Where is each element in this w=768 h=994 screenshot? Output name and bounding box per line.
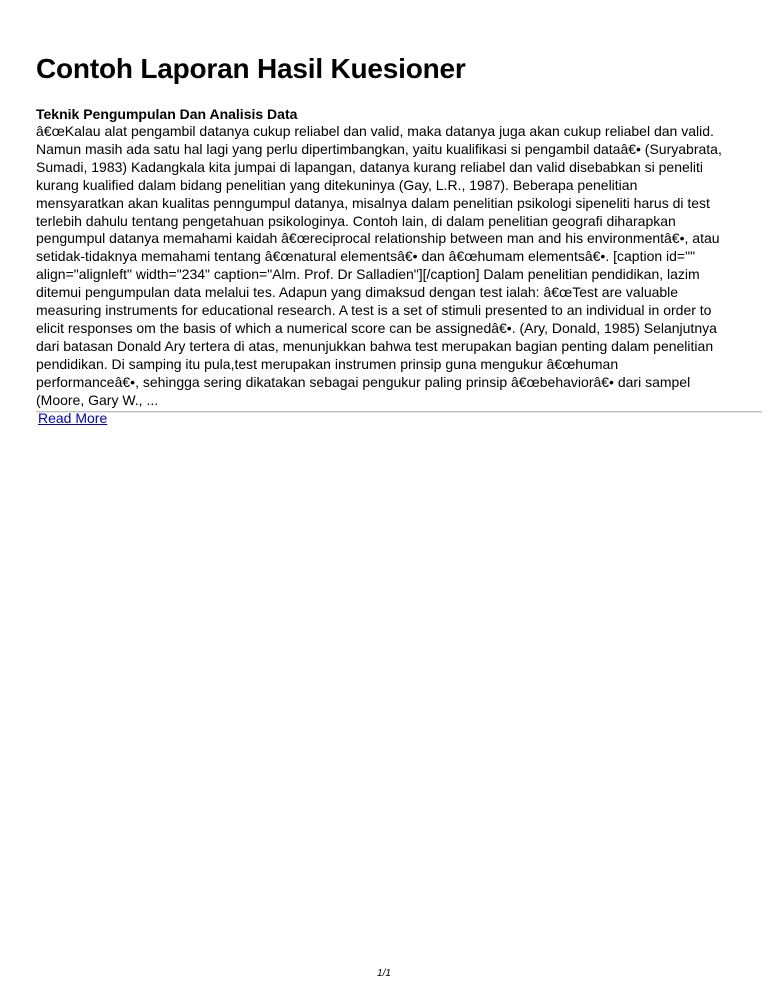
page-content (36, 52, 762, 428)
article-body: â€œKalau alat pengambil datanya cukup reliabel dan valid, maka datanya juga akan cukup reliabel dan valid. Namun masih ada satu hal lagi yang perlu dipertimbangkan, yaitu kualifikasi si pengambil dataâ€• (Suryabrata, Sumadi, 1983) Kadangkala kita jumpai di lapangan, datanya kurang reliabel dan valid disebabkan si peneliti kurang kualified dalam bidang penelitian yang ditekuninya (Gay, L.R., 1987). Beberapa penelitian mensyaratkan akan kualitas penngumpul datanya, misalnya dalam penelitian psikologi sipeneliti harus di test terlebih dahulu tentang pengetahuan psikologinya. Contoh lain, di dalam penelitian geografi diharapkan pengumpul datanya memahami kaidah â€œreciprocal relationship between man and his environmentâ€•, atau setidak-tidaknya memahami tentang â€œnatural elementsâ€• dan â€œhumam elementsâ€•. [caption id="" align="alignleft" width="234" caption="Alm. Prof. Dr Salladien"][/caption] Dalam penelitian pendidikan, lazim ditemui pengumpulan data melalui tes. Adapun yang dimaksud dengan test ialah: â€œTest are valuable measuring instruments for educational research. A test is a set of stimuli presented to an individual in order to elicit responses om the basis of which a numerical score can be assignedâ€•. (Ary, Donald, 1985) Selanjutnya dari batasan Donald Ary tertera di atas, menunjukkan bahwa test merupakan bagian penting dalam penelitian pendidikan. Di samping itu pula,test merupakan instrumen prinsip guna mengukur â€œhuman performanceâ€•, sehingga sering dikatakan sebagai pengukur paling prinsip â€œbehaviorâ€• dari sampel (Moore, Gary W., ... (36, 123, 722, 408)
article (36, 106, 762, 428)
page-number: 1/1 (377, 968, 391, 979)
article-heading: Teknik Pengumpulan Dan Analisis Data (36, 106, 298, 122)
divider (36, 411, 762, 413)
read-more-link[interactable]: Read More (38, 409, 108, 426)
page-title: Contoh Laporan Hasil Kuesioner (36, 53, 466, 84)
